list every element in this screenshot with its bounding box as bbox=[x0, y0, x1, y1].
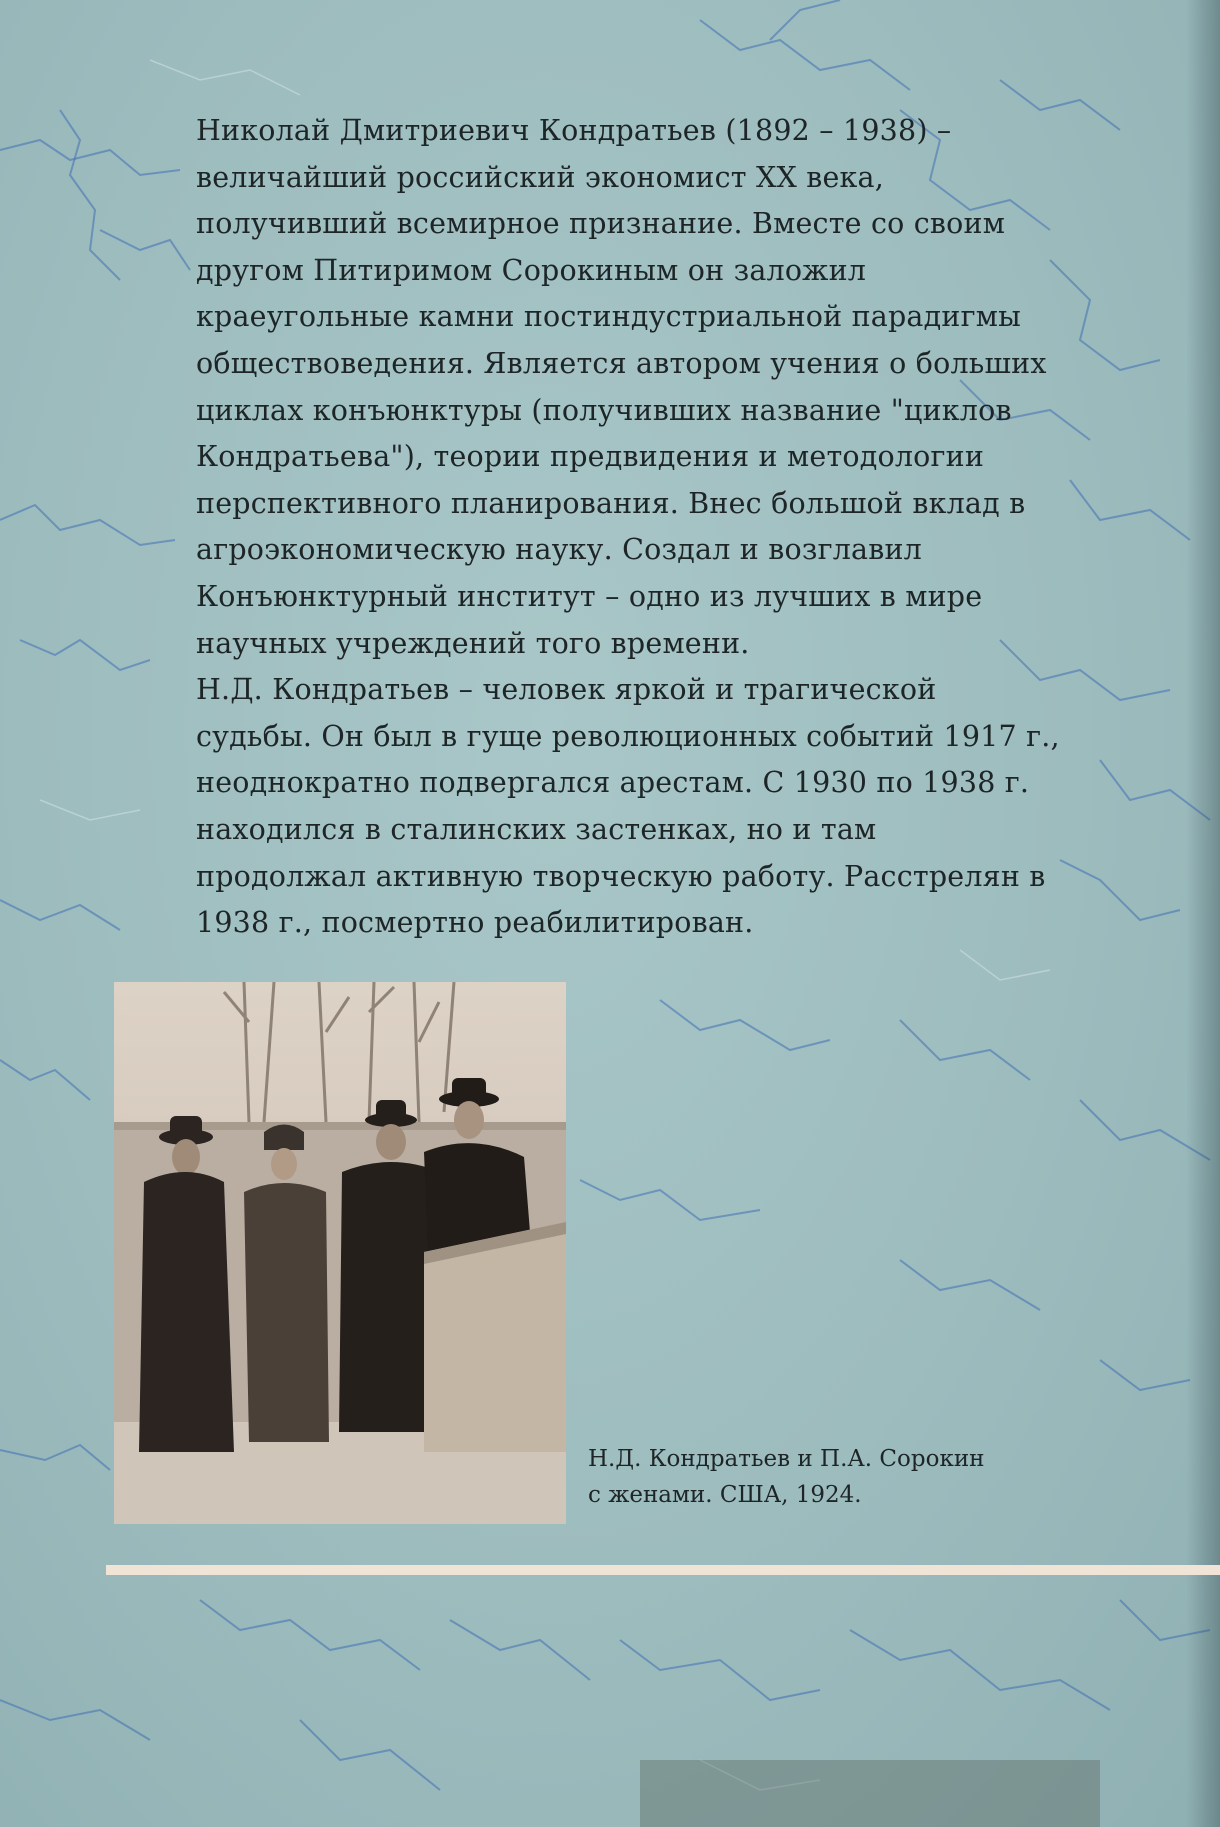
description-line: перспективного планирования. Внес большой вклад в bbox=[196, 486, 1026, 520]
description-line: краеугольные камни постиндустриальной парадигмы bbox=[196, 300, 1021, 334]
photo-caption bbox=[588, 1441, 984, 1513]
cover-wear-mark bbox=[640, 1760, 1100, 1827]
author-description bbox=[196, 108, 1060, 947]
description-line: Конъюнктурный институт – одно из лучших в мире bbox=[196, 579, 983, 613]
description-line: продолжал активную творческую работу. Расстрелян в bbox=[196, 859, 1046, 893]
spine-shadow bbox=[1186, 0, 1220, 1827]
description-line: получивший всемирное признание. Вместе со своим bbox=[196, 207, 1006, 241]
description-line: Н.Д. Кондратьев – человек яркой и трагической bbox=[196, 673, 937, 707]
description-line: неоднократно подвергался арестам. С 1930 по 1938 г. bbox=[196, 766, 1030, 800]
description-line: научных учреждений того времени. bbox=[196, 626, 750, 660]
description-line: агроэкономическую науку. Создал и возглавил bbox=[196, 533, 922, 567]
description-line: циклах конъюнктуры (получивших название "циклов bbox=[196, 393, 1012, 427]
description-line: находился в сталинских застенках, но и там bbox=[196, 812, 877, 846]
photo-illustration bbox=[114, 982, 566, 1524]
caption-line: с женами. США, 1924. bbox=[588, 1482, 862, 1508]
description-line: Николай Дмитриевич Кондратьев (1892 – 1938) – bbox=[196, 114, 952, 147]
caption-line: Н.Д. Кондратьев и П.А. Сорокин bbox=[588, 1446, 985, 1472]
description-line: обществоведения. Является автором учения о больших bbox=[196, 346, 1047, 380]
description-line: другом Питиримом Сорокиным он заложил bbox=[196, 253, 867, 287]
historical-photo bbox=[114, 982, 566, 1524]
description-line: судьбы. Он был в гуще революционных событий 1917 г., bbox=[196, 719, 1060, 753]
description-line: 1938 г., посмертно реабилитирован. bbox=[196, 906, 754, 940]
description-line: Кондратьева"), теории предвидения и методологии bbox=[196, 440, 985, 474]
divider-rule bbox=[106, 1565, 1220, 1575]
description-line: величайший российский экономист XX века, bbox=[196, 160, 884, 194]
